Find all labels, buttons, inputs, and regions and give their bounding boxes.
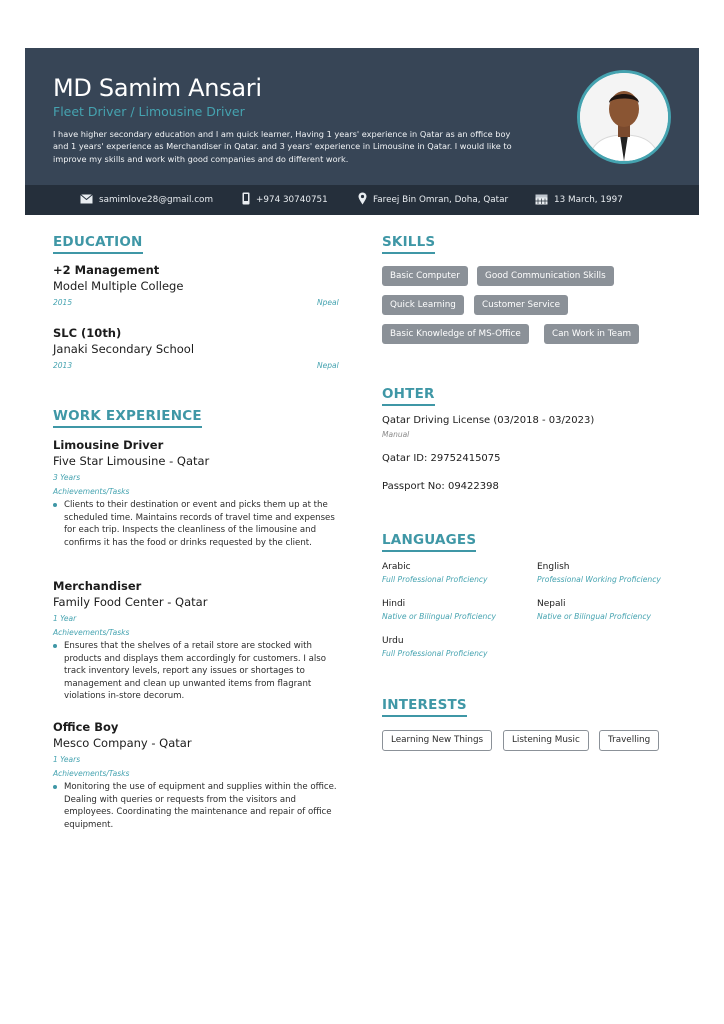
contact-address (358, 185, 508, 215)
education-year: 2015 (53, 298, 73, 307)
location-pin-icon (358, 192, 367, 208)
work-task: Monitoring the use of equipment and supplies within the office. Dealing with queries or requests from the visitors and employees. Coordinating the maintenance and repair of office equipment. (53, 781, 338, 831)
work-task: Ensures that the shelves of a retail store are stocked with products and displays them accordingly for customers. I also track inventory levels, report any issues or shortages to management and clean up unwanted items from flagrant violations in-store decorum. (53, 640, 338, 703)
license-type: Manual (382, 430, 410, 439)
contact-phone[interactable] (242, 185, 328, 215)
driving-license: Qatar Driving License (03/2018 - 03/2023) (382, 415, 595, 426)
language-level: Full Professional Proficiency (382, 575, 488, 584)
language-level: Full Professional Proficiency (382, 649, 488, 658)
calendar-icon (535, 193, 548, 208)
work-company: Family Food Center - Qatar (53, 595, 208, 609)
languages-heading: LANGUAGES (382, 532, 476, 552)
education-place: Nepal (317, 361, 339, 370)
interest-tag: Learning New Things (382, 730, 492, 751)
contact-bar (25, 185, 699, 215)
passport-number: Passport No: 09422398 (382, 481, 499, 492)
address-text: Fareej Bin Omran, Doha, Qatar (373, 195, 509, 205)
phone-icon (242, 192, 250, 208)
language-name: English (537, 562, 570, 572)
language-name: Hindi (382, 599, 406, 609)
resume-page (25, 48, 699, 978)
interest-tag: Listening Music (503, 730, 589, 751)
interests-heading: INTERESTS (382, 697, 467, 717)
skill-tag: Customer Service (474, 295, 568, 315)
work-company: Five Star Limousine - Qatar (53, 454, 210, 468)
profile-summary: I have higher secondary education and I am quick learner, Having 1 years' experience in Qatar as an office boy and 1 years' experience as Merchandiser in Qatar. and 3 years' experience in Limousine in Qatar. I would like to improve my skills and work with good companies and do different work. (53, 129, 512, 164)
skill-tag: Basic Computer (382, 266, 468, 286)
interests-list (382, 730, 682, 752)
other-heading: OHTER (382, 386, 435, 406)
education-school: Janaki Secondary School (53, 342, 195, 356)
envelope-icon (80, 194, 93, 207)
work-tasks-label: Achievements/Tasks (53, 628, 130, 637)
language-level: Native or Bilingual Proficiency (382, 612, 497, 621)
skill-tag: Quick Learning (382, 295, 464, 315)
skills-heading: SKILLS (382, 234, 435, 254)
education-place: Npeal (317, 298, 339, 307)
work-position: Merchandiser (53, 579, 142, 593)
language-name: Nepali (537, 599, 566, 609)
work-company: Mesco Company - Qatar (53, 736, 192, 750)
phone-text: +974 30740751 (256, 195, 328, 205)
qatar-id: Qatar ID: 29752415075 (382, 453, 501, 464)
language-level: Professional Working Proficiency (537, 575, 661, 584)
skill-tag: Basic Knowledge of MS-Office (382, 324, 529, 344)
education-heading: EDUCATION (53, 234, 143, 254)
work-tasks-label: Achievements/Tasks (53, 487, 130, 496)
language-level: Native or Bilingual Proficiency (537, 612, 652, 621)
work-task: Clients to their destination or event and picks them up at the scheduled time. Maintains records of travel time and expenses for each trip. Inspects the cleanliness of the limousine and confirms it has the food or drinks requested by the client. (53, 499, 338, 549)
skill-tag: Good Communication Skills (477, 266, 614, 286)
language-name: Urdu (382, 636, 404, 646)
work-position: Office Boy (53, 720, 119, 734)
resume-header (25, 48, 699, 185)
profile-photo (577, 70, 671, 164)
work-tasks-label: Achievements/Tasks (53, 769, 130, 778)
dob-text: 13 March, 1997 (554, 195, 623, 205)
interest-tag: Travelling (599, 730, 659, 751)
education-degree: SLC (10th) (53, 326, 122, 340)
education-school: Model Multiple College (53, 279, 184, 293)
work-duration: 3 Years (53, 473, 81, 482)
skill-tag: Can Work in Team (544, 324, 639, 344)
full-name: MD Samim Ansari (53, 74, 262, 102)
language-name: Arabic (382, 562, 411, 572)
email-text: samimlove28@gmail.com (99, 195, 214, 205)
work-position: Limousine Driver (53, 438, 164, 452)
contact-dob (535, 185, 623, 215)
education-year: 2013 (53, 361, 73, 370)
job-title: Fleet Driver / Limousine Driver (53, 104, 245, 119)
contact-email[interactable] (80, 185, 213, 215)
work-duration: 1 Year (53, 614, 77, 623)
work-heading: WORK EXPERIENCE (53, 408, 202, 428)
work-duration: 1 Years (53, 755, 81, 764)
education-degree: +2 Management (53, 263, 160, 277)
